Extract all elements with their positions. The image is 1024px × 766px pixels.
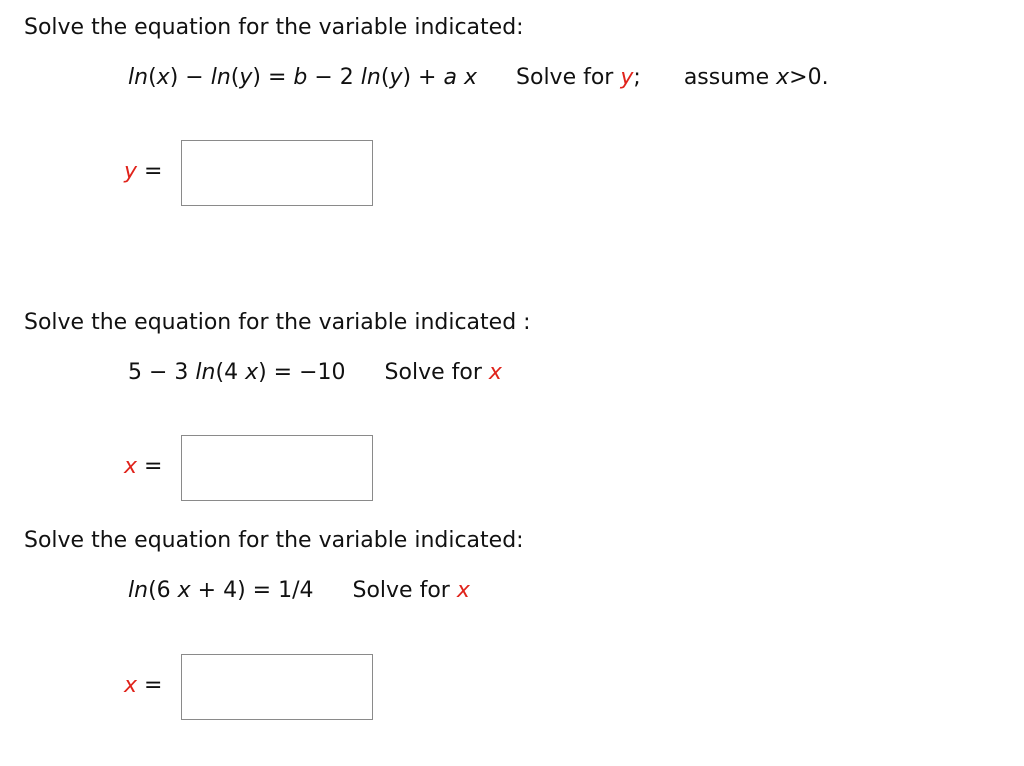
problem-2-answer-variable: x <box>124 454 138 479</box>
problem-1-answer-variable: y <box>124 159 138 184</box>
problem-2-answer-input[interactable] <box>181 435 373 501</box>
problem-2-answer-label <box>124 456 174 478</box>
problem-1-solve-for-variable: y <box>620 65 634 90</box>
problem-3-answer-variable: x <box>124 673 138 698</box>
problem-3-answer-equals: = <box>144 673 163 698</box>
problem-1-solve-for-prefix: Solve for <box>516 65 614 90</box>
problem-1-answer-equals: = <box>144 159 163 184</box>
problem-2-answer-row <box>0 435 400 501</box>
problem-3-equation: ln(6 x + 4) = 1/4 <box>128 578 314 603</box>
problem-2-solve-for-variable: x <box>488 360 502 385</box>
problem-2-solve-for-prefix: Solve for <box>384 360 482 385</box>
problem-2-equation: 5 − 3 ln(4 x) = −10 <box>128 360 346 385</box>
problem-3-solve-for <box>353 580 470 602</box>
problem-3-solve-for-variable: x <box>456 578 470 603</box>
problem-1-equation: ln(x) − ln(y) = b − 2 ln(y) + a x <box>128 65 478 90</box>
problem-3-answer-row <box>0 654 400 720</box>
problem-3-equation-line <box>128 580 470 602</box>
problem-1-solve-for-suffix: ; <box>633 65 641 90</box>
problem-1-assumption: assume x>0. <box>683 65 829 90</box>
problem-1-prompt: Solve the equation for the variable indicated: <box>24 15 524 40</box>
problem-3-prompt: Solve the equation for the variable indicated: <box>24 528 524 553</box>
problem-2-prompt: Solve the equation for the variable indicated : <box>24 310 531 335</box>
problem-2-answer-equals: = <box>144 454 163 479</box>
problem-1-answer-input[interactable] <box>181 140 373 206</box>
problem-1-answer-row <box>0 140 400 206</box>
problem-3-solve-for-prefix: Solve for <box>352 578 450 603</box>
problem-2-equation-line <box>128 362 502 384</box>
problem-3-answer-input[interactable] <box>181 654 373 720</box>
problem-1-equation-line <box>128 67 829 89</box>
problem-3-answer-label <box>124 675 174 697</box>
problem-1-solve-for <box>516 67 641 89</box>
problem-1-answer-label <box>124 161 174 183</box>
problem-2-solve-for <box>385 362 502 384</box>
